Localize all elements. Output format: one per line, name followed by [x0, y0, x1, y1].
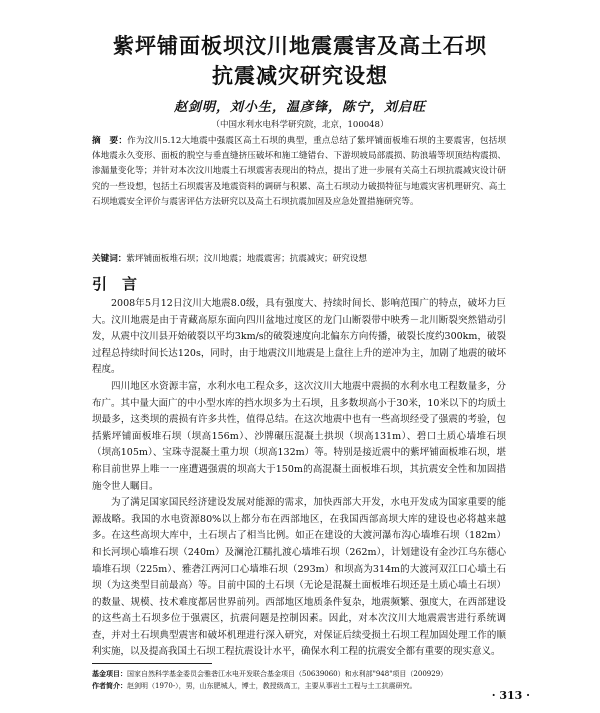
footnote-author: [92, 681, 532, 691]
fund-label: 基金项目：: [92, 669, 127, 678]
paper-title-line-2: 抗震减灾研究设想: [212, 64, 388, 88]
affiliation: （中国水利水电科学研究院，北京，100048）: [211, 120, 389, 130]
footnote-fund: [92, 669, 532, 679]
paragraph: 为了满足国家国民经济建设发展对能源的需求，加快西部大开发，水电开发成为国家重要的能源战略。我国的水电资源80%以上都分布在西部地区，在我国西部高坝大库的建设也必将越来越多。在这些高坝大库中，土石坝占了相当比例。如正在建设的大渡河瀑布沟心墙堆石坝（182m）和长河坝心墙堆石坝（240m）及澜沧江糯扎渡心墙堆石坝（262m），计划建设有金沙江乌东德心墙堆石坝（225m）、雅砻江两河口心墙堆石坝（293m）和坝高为314m的大渡河双江口心墙土石坝（为这类型目前最高）等。目前中国的土石坝（无论是混凝土面板堆石坝还是土质心墙土石坝）的数量、规模、技术难度都居世界前列。西部地区地质条件复杂，地震频繁、强度大，在西部建设的这些高土石坝多位于强震区，抗震问题是控制因素。因此，对本次汶川大地震震害进行系统调查，并对土石坝典型震害和破坏机理进行深入研究，对保证后续受损土石坝工程加固处理工作的顺利实施，以及提高我国土石坝工程抗震设计水平，确保水利工程的抗震安全都有重要的现实意义。: [92, 497, 506, 658]
keywords-label: 关键词：: [92, 254, 127, 264]
abstract-text: 作为汶川5.12大地震中强震区高土石坝的典型，重点总结了紫坪铺面板堆石坝的主要震害，包括坝体地震永久变形、面板的脱空与垂直缝挤压破坏和施工缝错台、下游坝坡局部震损、防浪墙等坝顶结构震损、渗漏量变化等；并针对本次汶川地震土石坝震害表现出的特点，提出了进一步展有关高土石坝抗震减灾设计研究的一些设想，包括土石坝震害及地震资料的调研与积累、高土石坝动力破损特征与地震灾害机理研究、高土石坝地震安全评价与震害评估方法研究以及高土石坝抗震加固及应急处置措施研究等。: [92, 136, 506, 207]
page-number: · 313 ·: [491, 689, 530, 702]
fund-text: 国家自然科学基金委员会雅砻江水电开发联合基金项目（50639060）和水利部"948"项目（200929）: [127, 670, 448, 678]
author-bio-text: 赵剑明（1970-），男，山东肥城人，博士，教授级高工，主要从事岩土工程与土工抗震研究。: [127, 682, 417, 690]
author-bio-label: 作者简介：: [92, 681, 127, 690]
section-heading-introduction: 引 言: [92, 275, 138, 293]
author-list: 赵剑明，刘小生，温彦锋，陈宁，刘启旺: [173, 100, 426, 115]
paragraph: 2008年5月12日汶川大地震8.0级，具有强度大、持续时间长、影响范围广的特点，破坏力巨大。汶川地震是由于青藏高原东面向四川盆地过度区的龙门山断裂带中映秀－北川断裂突然错动引发，从震中汶川县开始破裂以平均3km/s的破裂速度向北偏东方向传播，破裂长度约300km，破裂过程总持续时间长达120s，同时，由于地震汶川地震是上盘往上升的逆冲为主，加剧了地震的破坏程度。: [92, 298, 506, 376]
keywords: [92, 252, 506, 266]
paragraph: 四川地区水资源丰富，水利水电工程众多，这次汶川大地震中震损的水利水电工程数量多，分布广。其中量大面广的中小型水库的挡水坝多为土石坝，且多数坝高小于30米，10米以下的均质土坝最多，这类坝的震损有许多共性，值得总结。在这次地震中也有一些高坝经受了强震的考验，包括紫坪铺面板堆石坝（坝高156m）、沙牌碾压混凝土拱坝（坝高131m）、碧口土质心墙堆石坝（坝高105m）、宝珠寺混凝土重力坝（坝高132m）等。特别是接近震中的紫坪铺面板堆石坝，堪称目前世界上唯一一座遭遇强震的坝高大于150m的高混凝土面板堆石坝，其抗震安全性和加固措施令世人瞩目。: [92, 380, 506, 492]
paper-title-line-1: 紫坪铺面板坝汶川地震震害及高土石坝: [113, 34, 487, 58]
abstract: [92, 134, 506, 210]
keywords-text: 紫坪铺面板堆石坝；汶川地震；地震震害；抗震减灾；研究设想: [126, 254, 368, 264]
abstract-label: 摘 要：: [92, 136, 128, 146]
body-text: [92, 296, 506, 661]
footnote-divider: [92, 663, 212, 664]
